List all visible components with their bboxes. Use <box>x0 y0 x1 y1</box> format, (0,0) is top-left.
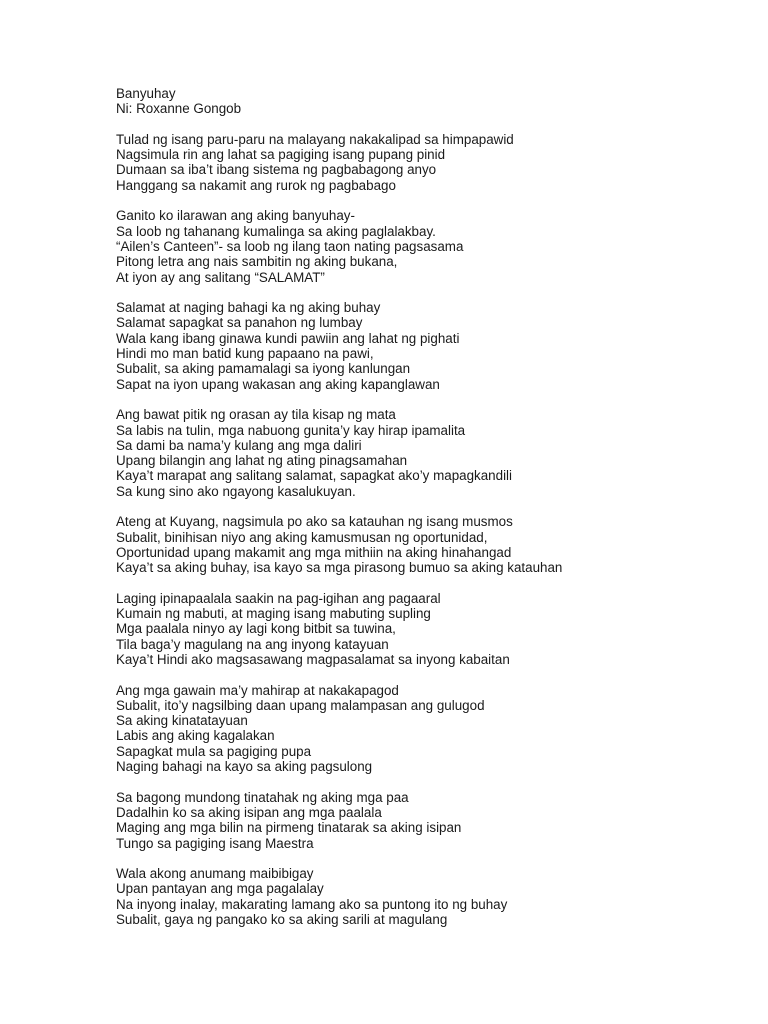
poem-line: Sa kung sino ako ngayong kasalukuyan. <box>116 483 356 499</box>
poem-line: Wala akong anumang maibibigay <box>116 866 314 882</box>
poem-line: Kumain ng mabuti, at maging isang mabuting supling <box>116 606 431 622</box>
poem-line: Subalit, sa aking pamamalagi sa iyong kanlungan <box>116 361 411 377</box>
poem-line: Na inyong inalay, makarating lamang ako sa puntong ito ng buhay <box>116 896 508 912</box>
poem-line: Sa bagong mundong tinatahak ng aking mga paa <box>116 789 409 805</box>
poem-line: Ang mga gawain ma’y mahirap at nakakapagod <box>116 682 399 698</box>
poem-line: Salamat at naging bahagi ka ng aking buhay <box>116 300 381 316</box>
poem-line: Wala kang ibang ginawa kundi pawiin ang lahat ng pighati <box>116 330 460 346</box>
poem-line: Ganito ko ilarawan ang aking banyuhay- <box>116 208 355 224</box>
poem-line: Sapat na iyon upang wakasan ang aking kapanglawan <box>116 376 440 392</box>
poem-line: Dadalhin ko sa aking isipan ang mga paalala <box>116 804 382 820</box>
poem-line: Laging ipinapaalala saakin na pag-igihan ang pagaaral <box>116 590 441 606</box>
poem-line: Sapagkat mula sa pagiging pupa <box>116 743 312 759</box>
poem-line: Ateng at Kuyang, nagsimula po ako sa katauhan ng isang musmos <box>116 514 513 530</box>
poem-line: Tila baga’y magulang na ang inyong katayuan <box>116 636 389 652</box>
poem-line: Kaya’t sa aking buhay, isa kayo sa mga pirasong bumuo sa aking katauhan <box>116 560 563 576</box>
poem-line: Subalit, ito’y nagsilbing daan upang malampasan ang gulugod <box>116 697 485 713</box>
poem-line: Tulad ng isang paru-paru na malayang nakakalipad sa himpapawid <box>116 131 514 147</box>
poem-line: Mga paalala ninyo ay lagi kong bitbit sa tuwina, <box>116 621 396 637</box>
stanza <box>116 132 736 193</box>
stanza <box>116 300 736 392</box>
stanza-list <box>116 132 736 927</box>
poem-line: Pitong letra ang nais sambitin ng aking bukana, <box>116 254 398 270</box>
poem-line: Subalit, binihisan niyo ang aking kamusmusan ng oportunidad, <box>116 529 488 545</box>
poem-text <box>116 86 736 943</box>
poem-line: Upang bilangin ang lahat ng ating pinagsamahan <box>116 453 408 469</box>
poem-line: At iyon ay ang salitang “SALAMAT” <box>116 269 325 285</box>
poem-line: Subalit, gaya ng pangako ko sa aking sarili at magulang <box>116 912 448 928</box>
poem-line: Maging ang mga bilin na pirmeng tinatarak sa aking isipan <box>116 820 462 836</box>
stanza <box>116 407 736 499</box>
stanza <box>116 683 736 775</box>
stanza <box>116 514 736 575</box>
poem-line: Upan pantayan ang mga pagalalay <box>116 881 324 897</box>
poem-line: Nagsimula rin ang lahat sa pagiging isang pupang pinid <box>116 147 446 163</box>
poem-line: Salamat sapagkat sa panahon ng lumbay <box>116 315 363 331</box>
poem-line: Naging bahagi na kayo sa aking pagsulong <box>116 759 373 775</box>
poem-line: Ang bawat pitik ng orasan ay tila kisap ng mata <box>116 407 396 423</box>
stanza <box>116 790 736 851</box>
poem-line: Hindi mo man batid kung papaano na pawi, <box>116 346 374 362</box>
stanza <box>116 866 736 927</box>
poem-line: Sa loob ng tahanang kumalinga sa aking paglalakbay. <box>116 223 436 239</box>
poem-line: Sa dami ba nama’y kulang ang mga daliri <box>116 437 362 453</box>
stanza <box>116 208 736 284</box>
poem-line: Dumaan sa iba’t ibang sistema ng pagbabagong anyo <box>116 162 437 178</box>
poem-line: Hanggang sa nakamit ang rurok ng pagbabago <box>116 177 396 193</box>
poem-line: Sa aking kinatatayuan <box>116 713 248 729</box>
poem-line: “Ailen’s Canteen”- sa loob ng ilang taon nating pagsasama <box>116 238 464 254</box>
poem-title: Banyuhay <box>116 86 176 101</box>
poem-line: Labis ang aking kagalakan <box>116 728 275 744</box>
stanza <box>116 591 736 667</box>
poem-line: Kaya’t Hindi ako magsasawang magpasalamat sa inyong kabaitan <box>116 651 510 667</box>
poem-line: Sa labis na tulin, mga nabuong gunita’y kay hirap ipamalita <box>116 422 466 438</box>
poem-author: Ni: Roxanne Gongob <box>116 101 242 117</box>
poem-line: Oportunidad upang makamit ang mga mithiin na aking hinahangad <box>116 544 512 560</box>
poem-line: Kaya’t marapat ang salitang salamat, sapagkat ako’y mapagkandili <box>116 468 512 484</box>
poem-line: Tungo sa pagiging isang Maestra <box>116 835 314 851</box>
header-spacer <box>116 117 736 132</box>
